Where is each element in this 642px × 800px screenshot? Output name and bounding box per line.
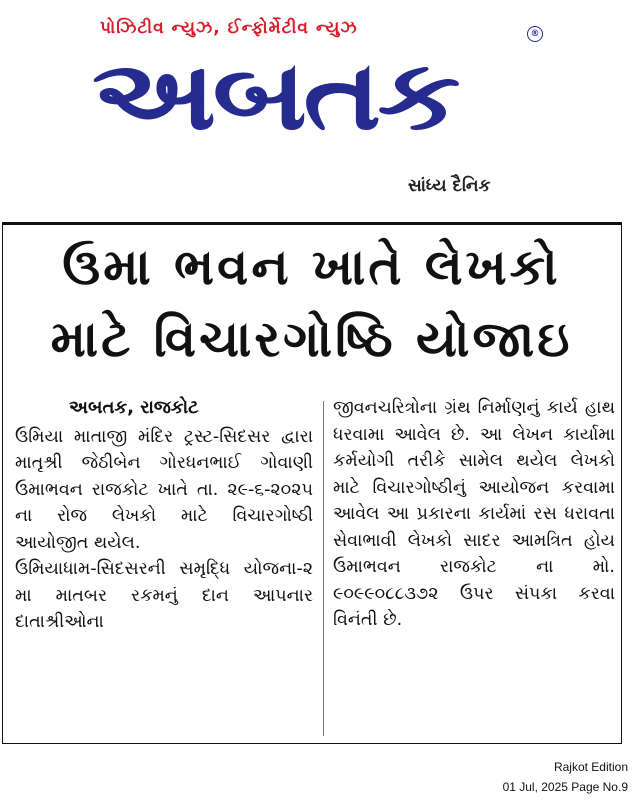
page-footer: [503, 757, 628, 797]
headline-line-2: માટે વિચારગોષ્ઠિ યોજાઇ: [50, 310, 573, 368]
column-divider: [323, 401, 324, 736]
article-column-left: [15, 395, 313, 636]
article-dateline: અબતક, રાજકોટ: [69, 397, 199, 418]
article-paragraph: ઉમિયાધામ-સિદસરની સમૃદ્ધિ યોજના-૨ મા માતબર રકમનું દાન આપનાર દાતાશ્રીઓના: [15, 559, 313, 632]
edition-name: Rajkot Edition: [553, 760, 628, 774]
article-column-right: [333, 395, 615, 634]
article-box: [2, 222, 622, 744]
registered-mark: ®: [527, 26, 543, 42]
article-paragraph: જીવનચરિત્રોના ગ્રંથ નિર્માણનું કાર્ય હાથ ધરવામા આવેલ છે. આ લેખન કાર્યામા કર્મયોગી તરીકે સામેલ થયેલ લેખકો માટે વિચારગોષ્ઠીનું આયોજન કરવામા આવેલ આ પ્રકારના કાર્યમાં રસ ધરાવતા સેવાભાવી લેખકો સાદર આમત્રિત હોય ઉમાભવન રાજકોટ ના મો. ૯૦૯૯૦૮૮૩૭૨ ઉપર સંપકા કરવા વિનંતી છે.: [333, 398, 615, 630]
edition-date-page: 01 Jul, 2025 Page No.9: [502, 780, 628, 794]
article-paragraph: ઉમિયા માતાજી મંદિર ટ્રસ્ટ-સિદસર દ્વારા માતૃશ્રી જેઠીબેન ગોરધનભાઈ ગોવાણી ઉમાભવન રાજકોટ ખાતે તા. ૨૯-૬-૨૦૨૫ ના રોજ લેખકો માટે વિચારગોષ્ઠી આયોજીત થયેલ.: [15, 426, 313, 553]
masthead-tagline: પોઝિટીવ ન્યુઝ, ઈન્ફોર્મેટીવ ન્યુઝ: [100, 18, 358, 38]
edition-type: સાંધ્ય દૈનિક: [408, 176, 491, 196]
newspaper-logo: અબતક: [92, 40, 457, 151]
article-headline: [3, 231, 620, 375]
masthead: [0, 0, 642, 215]
headline-line-1: ઉમા ભવન ખાતે લેખકો: [62, 238, 561, 296]
